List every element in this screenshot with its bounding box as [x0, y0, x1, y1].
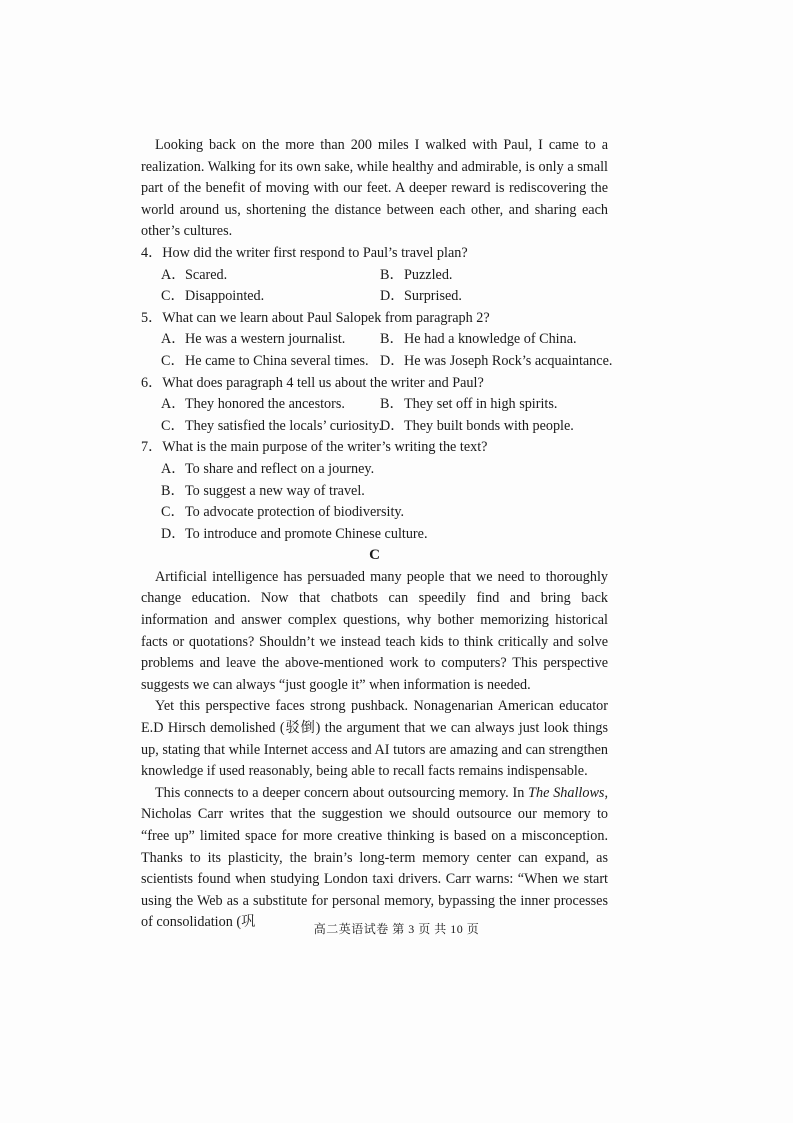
section-heading-c: C — [369, 547, 380, 564]
option-letter: A． — [161, 396, 186, 413]
option-text: Scared. — [185, 266, 228, 283]
passage-c-paragraph-3 — [141, 783, 608, 934]
option-c — [161, 502, 608, 524]
option-text: To share and reflect on a journey. — [185, 460, 375, 477]
answer-options — [141, 459, 608, 545]
option-letter: B． — [161, 482, 185, 499]
book-title: The Shallows — [528, 784, 605, 801]
option-letter: C． — [161, 352, 185, 369]
option-letter: A． — [161, 460, 186, 477]
option-text: Disappointed. — [185, 288, 265, 305]
option-c — [161, 416, 380, 438]
option-letter: D． — [380, 352, 405, 369]
option-b — [380, 265, 608, 287]
option-letter: C． — [161, 417, 185, 434]
option-b — [161, 481, 608, 503]
option-letter: B． — [380, 331, 404, 348]
question-6 — [141, 373, 608, 438]
option-letter: C． — [161, 288, 185, 305]
question-4 — [141, 243, 608, 308]
option-text: He had a knowledge of China. — [404, 331, 577, 348]
option-letter: D． — [380, 417, 405, 434]
option-text: Puzzled. — [404, 266, 453, 283]
option-letter: A． — [161, 266, 186, 283]
option-a — [161, 265, 380, 287]
option-text: They honored the ancestors. — [185, 396, 345, 413]
passage-c-paragraph-1: Artificial intelligence has persuaded many people that we need to thoroughly change education. Now that chatbots can speedily find and bring back information and answer complex questions, why bother memorizing historical facts or quotations? Shouldn’t we instead teach kids to think critically and solve problems and leave the above-mentioned work to computers? This perspective suggests we can always “just google it” when information is needed. — [141, 568, 608, 693]
option-a — [161, 394, 380, 416]
option-text: They built bonds with people. — [404, 417, 574, 434]
option-text: To suggest a new way of travel. — [185, 482, 365, 499]
option-d — [380, 416, 608, 438]
option-d — [380, 286, 608, 308]
page-content — [141, 135, 613, 934]
option-a — [161, 329, 380, 351]
page-footer: 高二英语试卷 第 3 页 共 10 页 — [313, 922, 480, 936]
option-letter: B． — [380, 396, 404, 413]
passage-b-last-paragraph: Looking back on the more than 200 miles I walked with Paul, I came to a realization. Walking for its own sake, while healthy and admirable, is only a small part of the benefit of moving with our feet. A deeper reward is rediscovering the world around us, shortening the distance between each other, and sharing each other’s cultures. — [141, 137, 608, 240]
option-text: He came to China several times. — [185, 352, 369, 369]
option-letter: D． — [161, 525, 186, 542]
option-a — [161, 459, 608, 481]
paragraph-text: This connects to a deeper concern about outsourcing memory. In — [155, 784, 529, 801]
option-text: He was Joseph Rock’s acquaintance. — [404, 352, 613, 369]
question-stem: 5．What can we learn about Paul Salopek from paragraph 2? — [141, 309, 490, 326]
option-d — [380, 351, 612, 373]
question-7 — [141, 437, 608, 545]
option-text: They set off in high spirits. — [404, 396, 558, 413]
option-letter: B． — [380, 266, 404, 283]
answer-options — [141, 394, 608, 437]
option-b — [380, 394, 608, 416]
option-letter: C． — [161, 504, 185, 521]
question-5 — [141, 308, 613, 373]
option-b — [380, 329, 612, 351]
option-c — [161, 286, 380, 308]
option-c — [161, 351, 380, 373]
question-stem: 4．How did the writer first respond to Paul’s travel plan? — [141, 244, 468, 261]
option-text: Surprised. — [404, 288, 462, 305]
option-text: To advocate protection of biodiversity. — [185, 504, 405, 521]
passage-c-paragraph-2: Yet this perspective faces strong pushback. Nonagenarian American educator E.D Hirsch demolished (驳倒) the argument that we can always just look things up, stating that while Internet access and AI tutors are amazing and can strengthen knowledge if used reasonably, being able to recall facts remains indispensable. — [141, 698, 608, 780]
option-letter: A． — [161, 331, 186, 348]
option-text: To introduce and promote Chinese culture. — [185, 525, 428, 542]
option-text: He was a western journalist. — [185, 331, 346, 348]
answer-options — [141, 265, 608, 308]
question-stem: 7．What is the main purpose of the writer’s writing the text? — [141, 439, 488, 456]
question-stem: 6．What does paragraph 4 tell us about the writer and Paul? — [141, 374, 484, 391]
option-d — [161, 524, 608, 546]
answer-options — [141, 329, 613, 372]
paragraph-text: , Nicholas Carr writes that the suggestion we should outsource our memory to “free up” limited space for more creative thinking is based on a misconception. Thanks to its plasticity, the brain’s long-term memory center can expand, as scientists found when studying London taxi drivers. Carr warns: “When we start using the Web as a substitute for personal memory, bypassing the inner processes of consolidation (巩 — [141, 784, 608, 931]
option-letter: D． — [380, 288, 405, 305]
option-text: They satisfied the locals’ curiosity. — [185, 417, 382, 434]
